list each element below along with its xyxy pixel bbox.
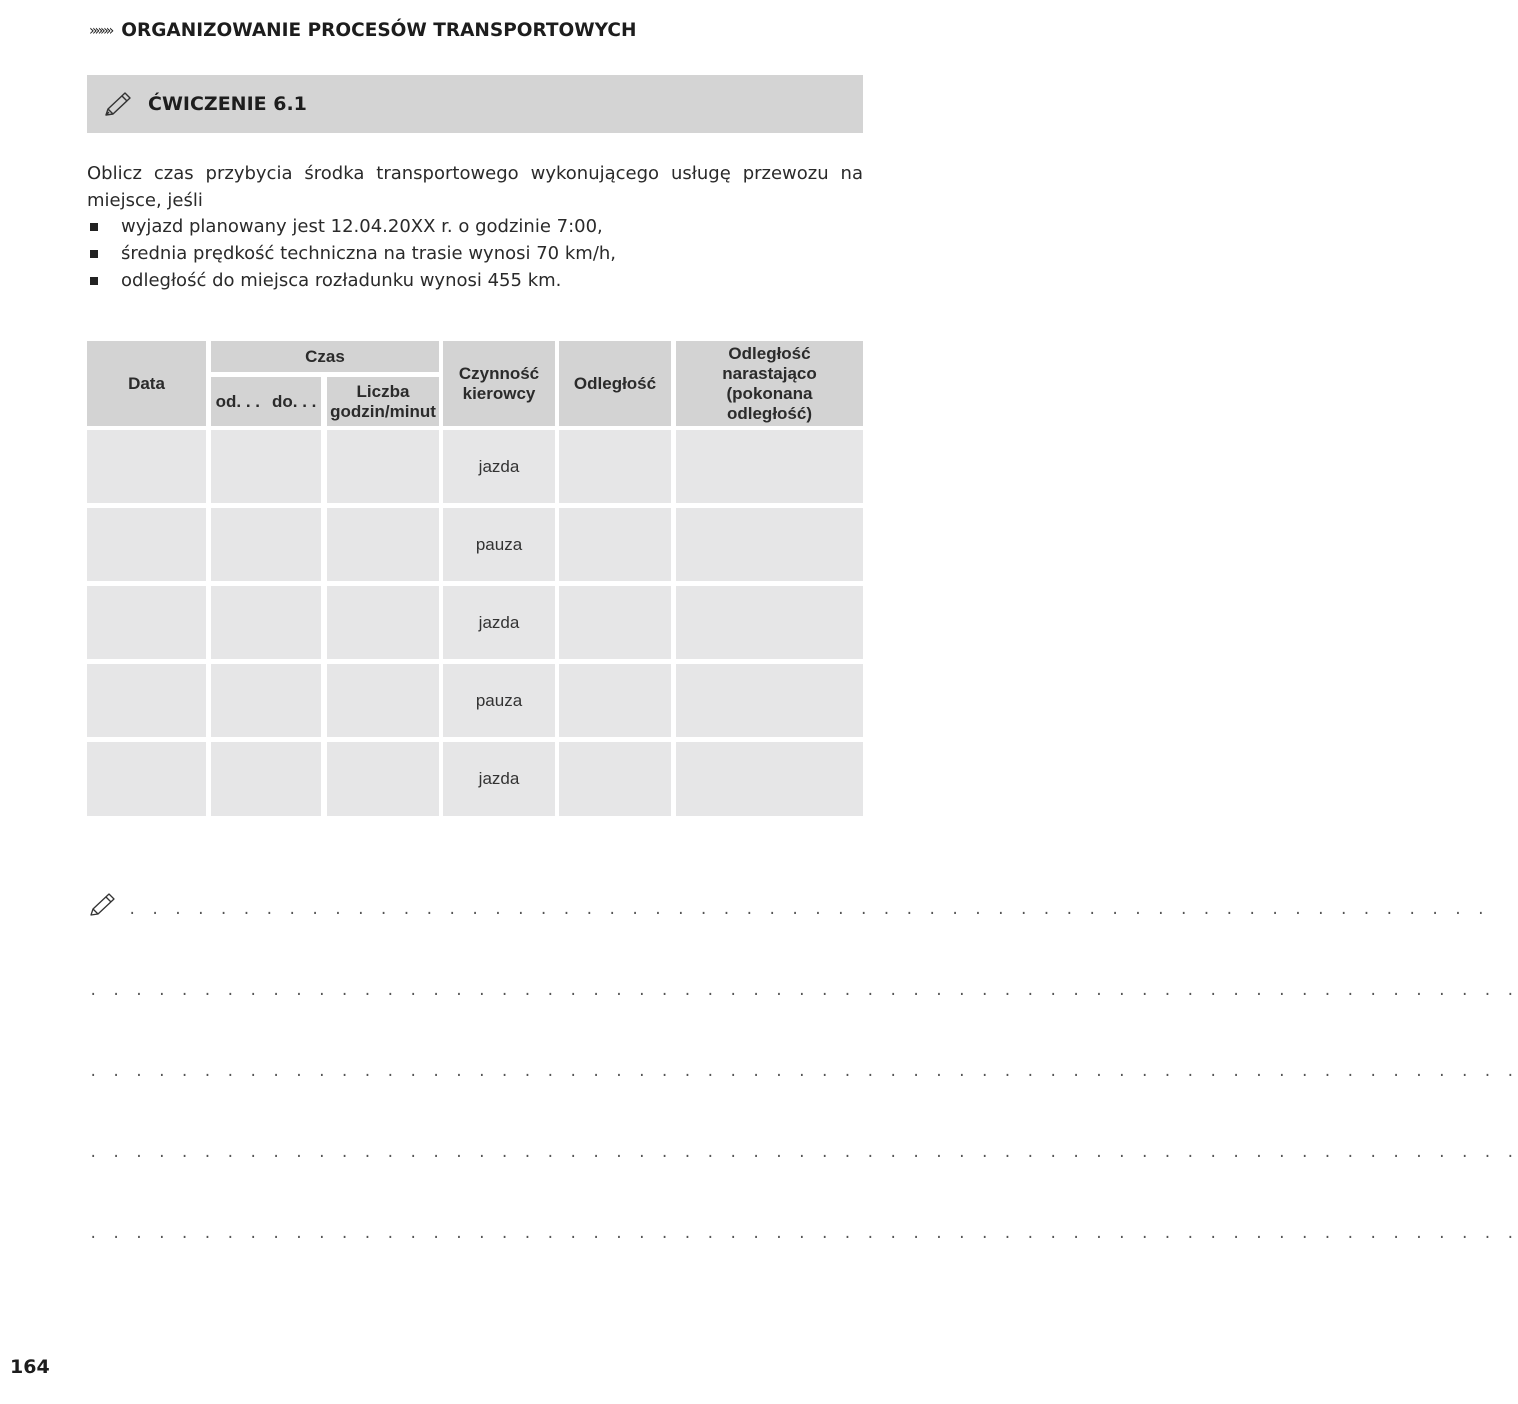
page-number: 164: [10, 1356, 50, 1378]
header-odleglosc: Odległość: [559, 341, 671, 426]
table-cell[interactable]: [327, 508, 439, 581]
answer-line[interactable]: . . . . . . . . . . . . . . . . . . . . . . . . . . . . . . . . . . . . . . . . . . . . . . . . . . . . . . . . . . . . . . .: [89, 1145, 1518, 1161]
table-cell[interactable]: [327, 742, 439, 816]
table-cell[interactable]: [211, 508, 321, 581]
table-cell[interactable]: [676, 430, 863, 503]
answer-line[interactable]: . . . . . . . . . . . . . . . . . . . . . . . . . . . . . . . . . . . . . . . . . . . . . . . . . . . . . . . . . . . . . . .: [89, 983, 1518, 999]
answer-line[interactable]: . . . . . . . . . . . . . . . . . . . . . . . . . . . . . . . . . . . . . . . . . . . . . . . . . . . . . . . . . . . .: [128, 902, 1489, 918]
bullet-square-icon: [90, 223, 98, 231]
table-cell[interactable]: [559, 742, 671, 816]
activity-cell: jazda: [443, 742, 555, 816]
table-cell[interactable]: [211, 664, 321, 737]
table-cell[interactable]: [559, 664, 671, 737]
pencil-icon: [88, 892, 118, 918]
table-cell[interactable]: [559, 586, 671, 659]
header-narastajaco: Odległość narastająco (pokonana odległość): [676, 341, 863, 426]
header-liczba: Liczba godzin/minut: [327, 377, 439, 426]
table-cell[interactable]: [676, 742, 863, 816]
table-cell[interactable]: [559, 430, 671, 503]
table-cell[interactable]: [211, 586, 321, 659]
table-cell[interactable]: [87, 586, 206, 659]
header-data: Data: [87, 341, 206, 426]
activity-cell: jazda: [443, 586, 555, 659]
exercise-instructions: Oblicz czas przybycia środka transportowego wykonującego usługę przewozu na miejsce, jeśli: [87, 163, 863, 211]
list-item: odległość do miejsca rozładunku wynosi 455 km.: [87, 267, 863, 294]
chevrons-icon: »»»»: [89, 22, 112, 39]
table-cell[interactable]: [327, 664, 439, 737]
exercise-header: [87, 75, 863, 133]
running-header: [89, 20, 636, 41]
table-cell[interactable]: [559, 508, 671, 581]
pencil-icon: [102, 90, 134, 118]
bullet-square-icon: [90, 250, 98, 258]
activity-cell: pauza: [443, 664, 555, 737]
header-czynnosc: Czynność kierowcy: [443, 341, 555, 426]
table-cell[interactable]: [676, 586, 863, 659]
table-cell[interactable]: [676, 664, 863, 737]
header-czas: Czas: [211, 341, 439, 372]
chapter-title: ORGANIZOWANIE PROCESÓW TRANSPORTOWYCH: [121, 20, 637, 41]
table-cell[interactable]: [87, 664, 206, 737]
table-cell[interactable]: [87, 508, 206, 581]
list-item: średnia prędkość techniczna na trasie wynosi 70 km/h,: [87, 240, 863, 267]
activity-cell: jazda: [443, 430, 555, 503]
table-cell[interactable]: [87, 742, 206, 816]
header-od-do: od. . . do. . .: [211, 377, 321, 426]
condition-list: [87, 213, 863, 294]
table-cell[interactable]: [676, 508, 863, 581]
list-item: wyjazd planowany jest 12.04.20XX r. o godzinie 7:00,: [87, 213, 863, 240]
table-cell[interactable]: [327, 430, 439, 503]
table-cell[interactable]: [211, 430, 321, 503]
answer-line[interactable]: . . . . . . . . . . . . . . . . . . . . . . . . . . . . . . . . . . . . . . . . . . . . . . . . . . . . . . . . . . . . . . .: [89, 1064, 1518, 1080]
answer-line[interactable]: . . . . . . . . . . . . . . . . . . . . . . . . . . . . . . . . . . . . . . . . . . . . . . . . . . . . . . . . . . . . . . .: [89, 1226, 1518, 1242]
activity-cell: pauza: [443, 508, 555, 581]
exercise-title: ĆWICZENIE 6.1: [148, 93, 307, 115]
bullet-square-icon: [90, 277, 98, 285]
table-cell[interactable]: [211, 742, 321, 816]
table-cell[interactable]: [87, 430, 206, 503]
table-cell[interactable]: [327, 586, 439, 659]
